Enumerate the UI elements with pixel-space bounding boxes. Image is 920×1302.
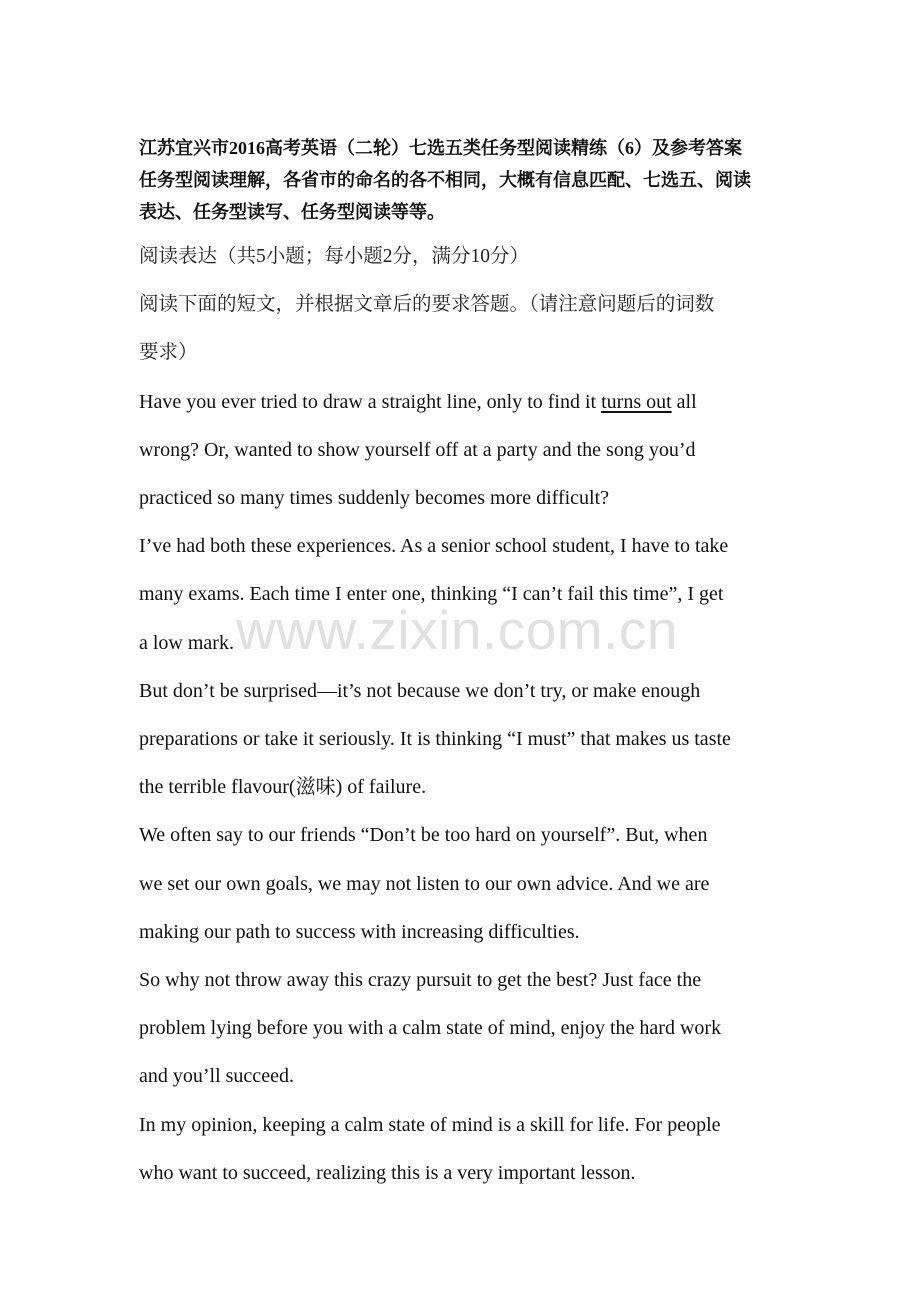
passage-line: wrong? Or, wanted to show yourself off at a party and the song you’d	[139, 438, 696, 461]
passage-line: practiced so many times suddenly becomes more difficult?	[139, 487, 610, 510]
passage-line: we set our own goals, we may not listen to our own advice. And we are	[139, 872, 710, 895]
passage-line: who want to succeed, realizing this is a very important lesson.	[139, 1161, 636, 1184]
passage-line: I’ve had both these experiences. As a senior school student, I have to take	[139, 535, 729, 558]
text: Have you ever tried to draw a straight line, only to find it	[139, 390, 602, 413]
watermark: www.zixin.com.cn	[236, 599, 678, 661]
passage-line: a low mark.	[139, 631, 234, 654]
passage-line: So why not throw away this crazy pursuit to get the best? Just face the	[139, 969, 702, 992]
passage-line	[139, 378, 799, 426]
underlined-phrase: turns out	[601, 390, 672, 413]
document-title	[139, 132, 799, 228]
passage-line: the terrible flavour(滋味) of failure.	[139, 776, 427, 799]
passage-line: preparations or take it seriously. It is thinking “I must” that makes us taste	[139, 728, 731, 751]
passage-line: But don’t be surprised—it’s not because we don’t try, or make enough	[139, 679, 701, 702]
passage-line: many exams. Each time I enter one, thinking “I can’t fail this time”, I get	[139, 583, 724, 606]
passage-line: and you’ll succeed.	[139, 1065, 294, 1088]
title-line: 表达、任务型读写、任务型阅读等等。	[139, 202, 445, 222]
text: all	[671, 390, 697, 413]
instruction-line: 阅读下面的短文，并根据文章后的要求答题。（请注意问题后的词数	[139, 294, 715, 316]
passage-line: problem lying before you with a calm state of mind, enjoy the hard work	[139, 1017, 722, 1040]
document-body	[139, 233, 799, 1197]
section-heading: 阅读表达（共5小题；每小题2分，满分10分）	[139, 246, 530, 267]
passage-line: making our path to success with increasing difficulties.	[139, 920, 580, 943]
passage-line: We often say to our friends “Don’t be too hard on yourself”. But, when	[139, 824, 708, 847]
instruction-line: 要求）	[139, 342, 198, 364]
title-line: 任务型阅读理解，各省市的命名的各不相同，大概有信息匹配、七选五、阅读	[139, 170, 751, 190]
passage-line: In my opinion, keeping a calm state of mind is a skill for life. For people	[139, 1113, 721, 1136]
title-line: 江苏宜兴市2016高考英语（二轮）七选五类任务型阅读精练（6）及参考答案	[139, 138, 742, 158]
